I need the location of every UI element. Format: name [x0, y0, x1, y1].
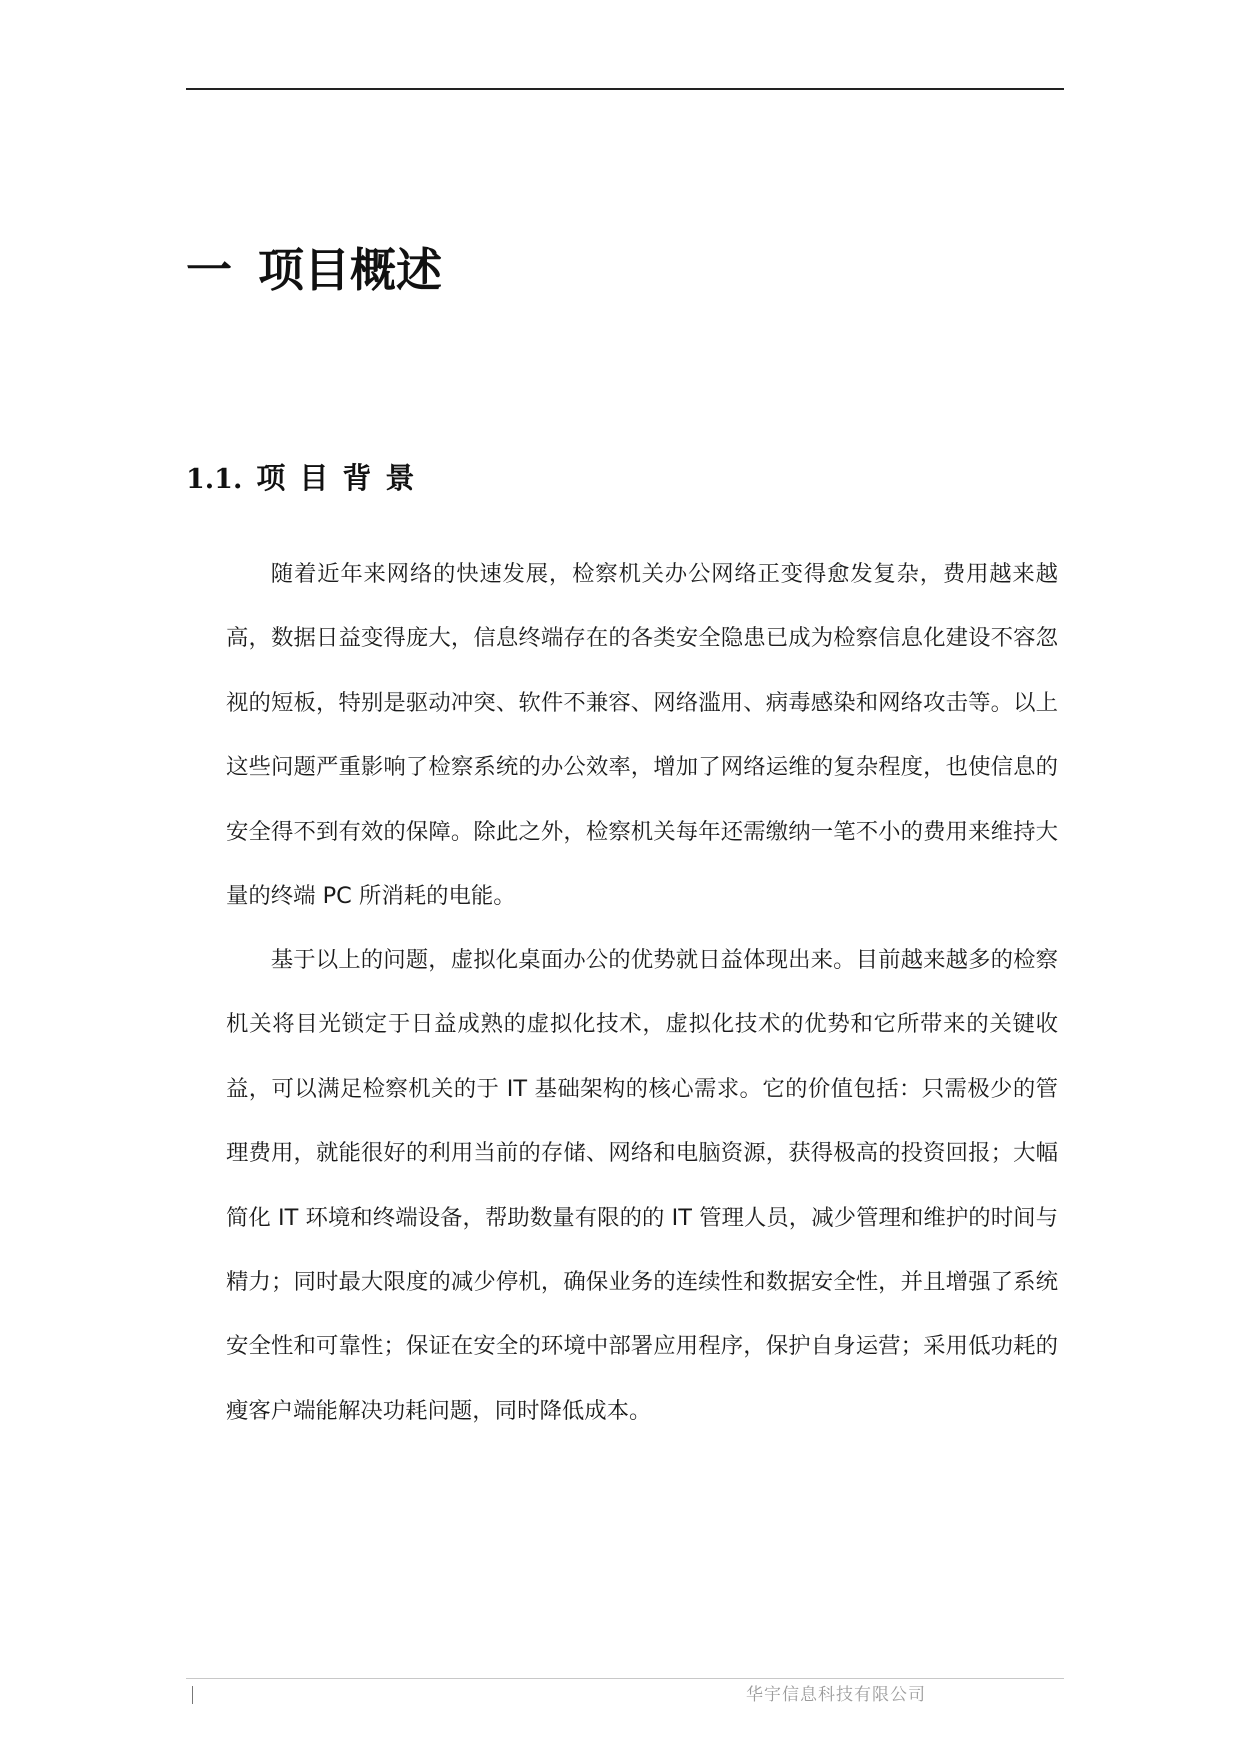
- body-paragraph-2: 基于以上的问题，虚拟化桌面办公的优势就日益体现出来。目前越来越多的检察机关将目光锁定于日益成熟的虚拟化技术，虚拟化技术的优势和它所带来的关键收益，可以满足检察机关的于 IT 基础架构的核心需求。它的价值包括：只需极少的管理费用，就能很好的利用当前的存储、网络和电脑资源，获得极高的投资回报；大幅简化 IT 环境和终端设备，帮助数量有限的的 IT 管理人员，减少管理和维护的时间与精力；同时最大限度的减少停机，确保业务的连续性和数据安全性，并且增强了系统安全性和可靠性；保证在安全的环境中部署应用程序，保护自身运营；采用低功耗的瘦客户端能解决功耗问题，同时降低成本。: [226, 947, 1058, 1424]
- footer-rule: [186, 1678, 1064, 1679]
- footer-company-name: 华宇信息科技有限公司: [746, 1685, 926, 1705]
- chapter-title: 项目概述: [258, 243, 442, 297]
- footer-page-marker: [192, 1686, 193, 1704]
- chapter-number: 一: [186, 243, 232, 297]
- body-paragraph-1: 随着近年来网络的快速发展，检察机关办公网络正变得愈发复杂，费用越来越高，数据日益变得庞大，信息终端存在的各类安全隐患已成为检察信息化建设不容忽视的短板，特别是驱动冲突、软件不兼容、网络滥用、病毒感染和网络攻击等。以上这些问题严重影响了检察系统的办公效率，增加了网络运维的复杂程度，也使信息的安全得不到有效的保障。除此之外，检察机关每年还需缴纳一笔不小的费用来维持大量的终端 PC 所消耗的电能。: [226, 561, 1058, 910]
- section-number: 1.1.: [186, 464, 243, 495]
- chapter-heading: [186, 238, 442, 302]
- section-title: 项目背景: [256, 461, 429, 495]
- header-rule: [186, 88, 1064, 90]
- section-heading: [186, 456, 428, 502]
